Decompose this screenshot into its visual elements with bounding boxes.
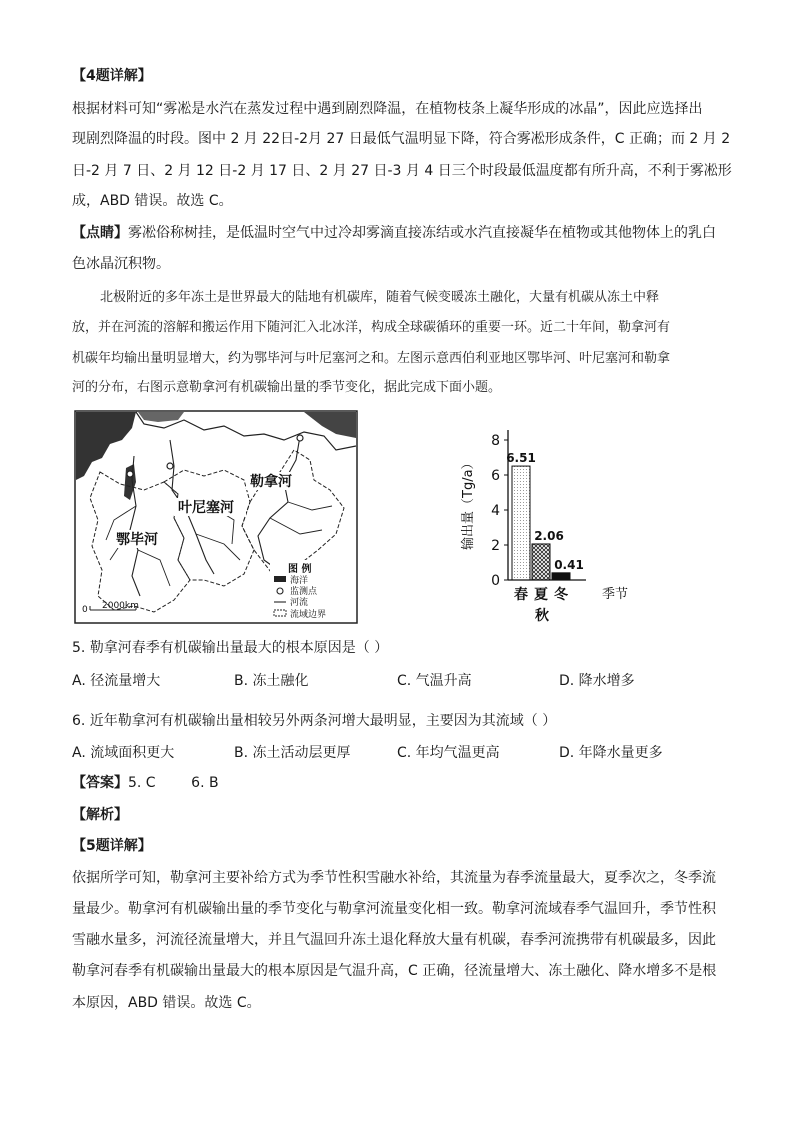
chart-y-tick-label: 8 bbox=[491, 433, 500, 449]
legend-ocean-swatch bbox=[274, 576, 286, 582]
ob-label: 鄂毕河 bbox=[116, 532, 158, 548]
note-line-1 bbox=[72, 223, 716, 243]
chart-xlabel: 季节 bbox=[602, 587, 629, 602]
note-line-2: 色冰晶沉积物。 bbox=[72, 256, 170, 272]
chart-bar-2 bbox=[532, 544, 550, 580]
lena-label: 勒拿河 bbox=[250, 474, 292, 490]
note-label: 【点睛】 bbox=[72, 225, 128, 241]
answer-line bbox=[72, 773, 219, 793]
legend-monitor-label: 监测点 bbox=[290, 587, 318, 597]
material-line: 北极附近的多年冻土是世界最大的陆地有机碳库，随着气候变暖冻土融化，大量有机碳从冻土中释 bbox=[100, 290, 660, 305]
chart-y-tick-label: 2 bbox=[491, 538, 500, 554]
material-line: 机碳年均输出量明显增大，约为鄂毕河与叶尼塞河之和。左图示意西伯利亚地区鄂毕河、叶尼塞河和勒拿 bbox=[72, 351, 671, 366]
chart-category-autumn: 秋 bbox=[535, 608, 549, 624]
q4-detail-heading: 【4题详解】 bbox=[72, 68, 152, 84]
analysis-label: 【解析】 bbox=[72, 807, 128, 823]
q6-stem: 6. 近年勒拿河有机碳输出量相较另外两条河增大最明显，主要因为其流域（ ） bbox=[72, 713, 557, 729]
legend-monitor-swatch bbox=[277, 588, 283, 594]
chart-category-label: 夏 bbox=[534, 587, 548, 603]
q6-option-c: C. 年均气温更高 bbox=[397, 745, 500, 761]
monitoring-point bbox=[297, 435, 303, 441]
q4-detail-line: 成，ABD 错误。故选 C。 bbox=[72, 193, 233, 209]
q5-stem: 5. 勒拿河春季有机碳输出量最大的根本原因是（ ） bbox=[72, 640, 389, 656]
q4-detail-line: 根据材料可知“雾凇是水汽在蒸发过程中遇到剧烈降温，在植物枝条上凝华形成的冰晶”，因此应选择出 bbox=[72, 101, 703, 117]
monitoring-point bbox=[127, 471, 133, 477]
chart-bar-3 bbox=[552, 573, 570, 580]
q5-option-b: B. 冻土融化 bbox=[234, 673, 309, 689]
chart-y-tick-label: 0 bbox=[491, 573, 500, 589]
legend-ocean-label: 海洋 bbox=[290, 576, 309, 586]
q5-detail-line: 本原因，ABD 错误。故选 C。 bbox=[72, 995, 261, 1011]
q4-detail-line: 现剧烈降温的时段。图中 2 月 22日-2月 27 日最低气温明显下降，符合雾凇形成条件，C 正确；而 2 月 2 bbox=[72, 131, 731, 147]
lena-carbon-chart bbox=[450, 420, 630, 625]
material-line: 放，并在河流的溶解和搬运作用下随河汇入北冰洋，构成全球碳循环的重要一环。近二十年间，勒拿河有 bbox=[72, 320, 671, 335]
yenisei-label: 叶尼塞河 bbox=[178, 500, 234, 516]
q5-detail-line: 雪融水量多，河流径流量增大，并且气温回升冻土退化释放大量有机碳，春季河流携带有机碳最多，因此 bbox=[72, 932, 716, 948]
chart-bar-value-label: 6.51 bbox=[506, 451, 536, 466]
chart-y-tick-label: 4 bbox=[491, 503, 500, 519]
q5-detail-heading: 【5题详解】 bbox=[72, 838, 152, 854]
q6-option-b: B. 冻土活动层更厚 bbox=[234, 745, 351, 761]
scale-label: 2000km bbox=[102, 601, 139, 611]
answer-text: 5. C 6. B bbox=[128, 775, 219, 791]
q5-option-c: C. 气温升高 bbox=[397, 673, 472, 689]
siberia-river-map bbox=[74, 410, 358, 624]
q6-option-a: A. 流域面积更大 bbox=[72, 745, 175, 761]
legend-title: 图 例 bbox=[288, 564, 312, 575]
legend-boundary-label: 流域边界 bbox=[290, 610, 327, 620]
scale-zero: 0 bbox=[82, 605, 88, 615]
chart-y-tick-label: 6 bbox=[491, 468, 500, 484]
chart-bar-value-label: 0.41 bbox=[554, 557, 584, 572]
answer-label: 【答案】 bbox=[72, 775, 128, 791]
q5-detail-line: 量最少。勒拿河有机碳输出量的季节变化与勒拿河流量变化相一致。勒拿河流域春季气温回升，季节性积 bbox=[72, 901, 716, 917]
material-line: 河的分布，右图示意勒拿河有机碳输出量的季节变化，据此完成下面小题。 bbox=[72, 380, 502, 395]
q6-option-d: D. 年降水量更多 bbox=[559, 745, 663, 761]
chart-category-label: 冬 bbox=[554, 587, 568, 603]
chart-category-label: 春 bbox=[514, 587, 528, 603]
chart-bar-1 bbox=[512, 466, 530, 580]
q4-detail-line: 日-2 月 7 日、2 月 12 日-2 月 17 日、2 月 27 日-3 月 4 日三个时段最低温度都有所升高，不利于雾凇形 bbox=[72, 163, 732, 179]
q5-detail-line: 依据所学可知，勒拿河主要补给方式为季节性积雪融水补给，其流量为春季流量最大，夏季次之，冬季流 bbox=[72, 870, 716, 886]
q5-option-a: A. 径流量增大 bbox=[72, 673, 161, 689]
chart-ylabel: 输出量（Tg/a） bbox=[461, 456, 476, 550]
chart-bar-value-label: 2.06 bbox=[534, 528, 564, 543]
q5-detail-line: 勒拿河春季有机碳输出量最大的根本原因是气温升高，C 正确，径流量增大、冻土融化、降水增多不是根 bbox=[72, 963, 717, 979]
legend-river-label: 河流 bbox=[290, 598, 309, 608]
note-text: 雾凇俗称树挂，是低温时空气中过冷却雾滴直接冻结或水汽直接凝华在植物或其他物体上的乳白 bbox=[128, 225, 716, 241]
q5-option-d: D. 降水增多 bbox=[559, 673, 635, 689]
monitoring-point bbox=[167, 463, 173, 469]
